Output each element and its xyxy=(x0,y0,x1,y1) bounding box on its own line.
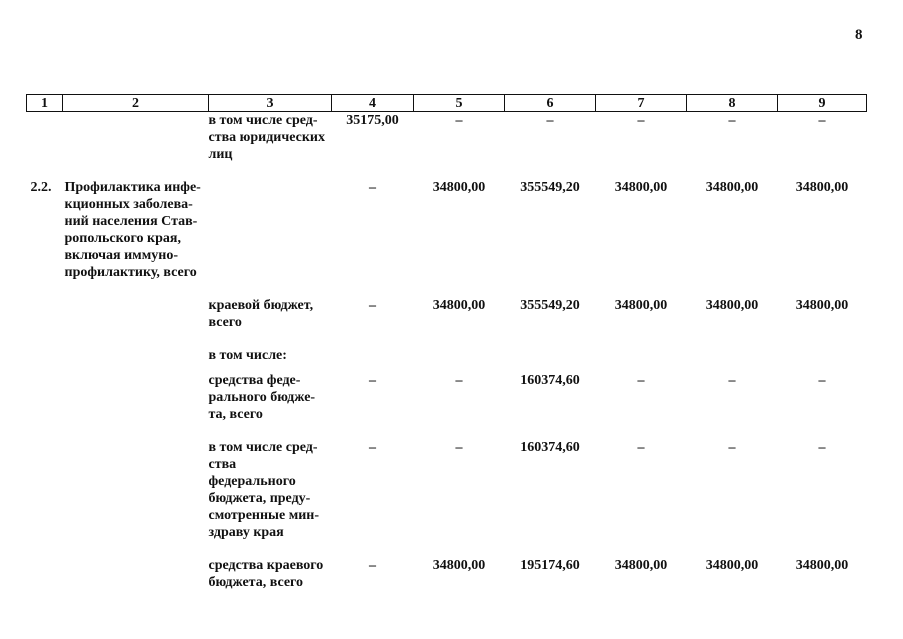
column-header-4: 4 xyxy=(332,95,414,112)
column-header-8: 8 xyxy=(687,95,778,112)
value-col-4: – xyxy=(369,298,376,313)
value-col-8: – xyxy=(728,113,736,128)
value-col-6: 160374,60 xyxy=(520,440,580,455)
row-number xyxy=(27,439,63,557)
value-col-5: 34800,00 xyxy=(432,558,486,573)
value-col-5: – xyxy=(455,113,463,128)
value-col-4: – xyxy=(369,440,376,455)
funding-source: в том числе сред- ства федерального бюджета, преду- смотренные мин- здраву края xyxy=(208,440,320,540)
funding-source: в том числе: xyxy=(208,348,287,363)
funding-source: краевой бюджет, всего xyxy=(208,298,314,330)
value-col-8: 34800,00 xyxy=(705,180,759,195)
row-number xyxy=(27,557,63,607)
page-number: 8 xyxy=(855,27,863,43)
table-row xyxy=(27,179,867,297)
value-col-4: – xyxy=(369,373,376,388)
value-col-4: – xyxy=(369,180,376,195)
value-col-7: – xyxy=(637,440,645,455)
value-col-6: 195174,60 xyxy=(520,558,580,573)
value-col-9: 34800,00 xyxy=(795,180,849,195)
row-number: 2.2. xyxy=(30,180,52,195)
value-col-7: – xyxy=(637,113,645,128)
table-header-row xyxy=(27,95,867,112)
value-col-5: – xyxy=(455,373,463,388)
column-header-6: 6 xyxy=(505,95,596,112)
funding-source: средства краевого бюджета, всего xyxy=(208,558,324,590)
column-header-5: 5 xyxy=(414,95,505,112)
value-col-9: – xyxy=(818,113,826,128)
value-col-6: – xyxy=(546,113,554,128)
budget-table xyxy=(26,94,867,607)
funding-source: средства феде- рального бюдже- та, всего xyxy=(208,373,316,422)
table-row xyxy=(27,372,867,439)
table-row xyxy=(27,347,867,372)
table-row xyxy=(27,297,867,347)
column-header-9: 9 xyxy=(778,95,867,112)
row-number xyxy=(27,297,63,347)
value-col-8: 34800,00 xyxy=(705,298,759,313)
column-header-1: 1 xyxy=(27,95,63,112)
value-col-9: – xyxy=(818,373,826,388)
value-col-9: 34800,00 xyxy=(795,558,849,573)
value-col-5 xyxy=(414,347,505,372)
value-col-9: 34800,00 xyxy=(795,298,849,313)
value-col-8: – xyxy=(728,440,736,455)
value-col-5: 34800,00 xyxy=(432,298,486,313)
value-col-6: 355549,20 xyxy=(520,298,580,313)
row-number xyxy=(27,372,63,439)
table-row xyxy=(27,439,867,557)
value-col-9: – xyxy=(818,440,826,455)
value-col-4 xyxy=(332,347,414,372)
row-number xyxy=(27,112,63,180)
column-header-7: 7 xyxy=(596,95,687,112)
column-header-2: 2 xyxy=(63,95,209,112)
value-col-8: – xyxy=(728,373,736,388)
value-col-4: 35175,00 xyxy=(346,113,399,128)
value-col-7: 34800,00 xyxy=(614,180,668,195)
value-col-6: 160374,60 xyxy=(520,373,580,388)
measure-name: Профилактика инфе- кционных заболева- ний населения Став- ропольского края, включая иммуно- профилактику, всего xyxy=(64,180,201,280)
value-col-7 xyxy=(596,347,687,372)
value-col-5: 34800,00 xyxy=(432,180,486,195)
value-col-5: – xyxy=(455,440,463,455)
value-col-6: 355549,20 xyxy=(520,180,580,195)
row-number xyxy=(27,347,63,372)
value-col-8: 34800,00 xyxy=(705,558,759,573)
value-col-7: 34800,00 xyxy=(614,298,668,313)
value-col-9 xyxy=(778,347,867,372)
value-col-4: – xyxy=(369,558,376,573)
value-col-7: – xyxy=(637,373,645,388)
column-header-3: 3 xyxy=(209,95,332,112)
value-col-6 xyxy=(505,347,596,372)
table-row xyxy=(27,557,867,607)
funding-source: в том числе сред- ства юридических лиц xyxy=(208,113,325,162)
value-col-8 xyxy=(687,347,778,372)
value-col-7: 34800,00 xyxy=(614,558,668,573)
table-row xyxy=(27,112,867,180)
